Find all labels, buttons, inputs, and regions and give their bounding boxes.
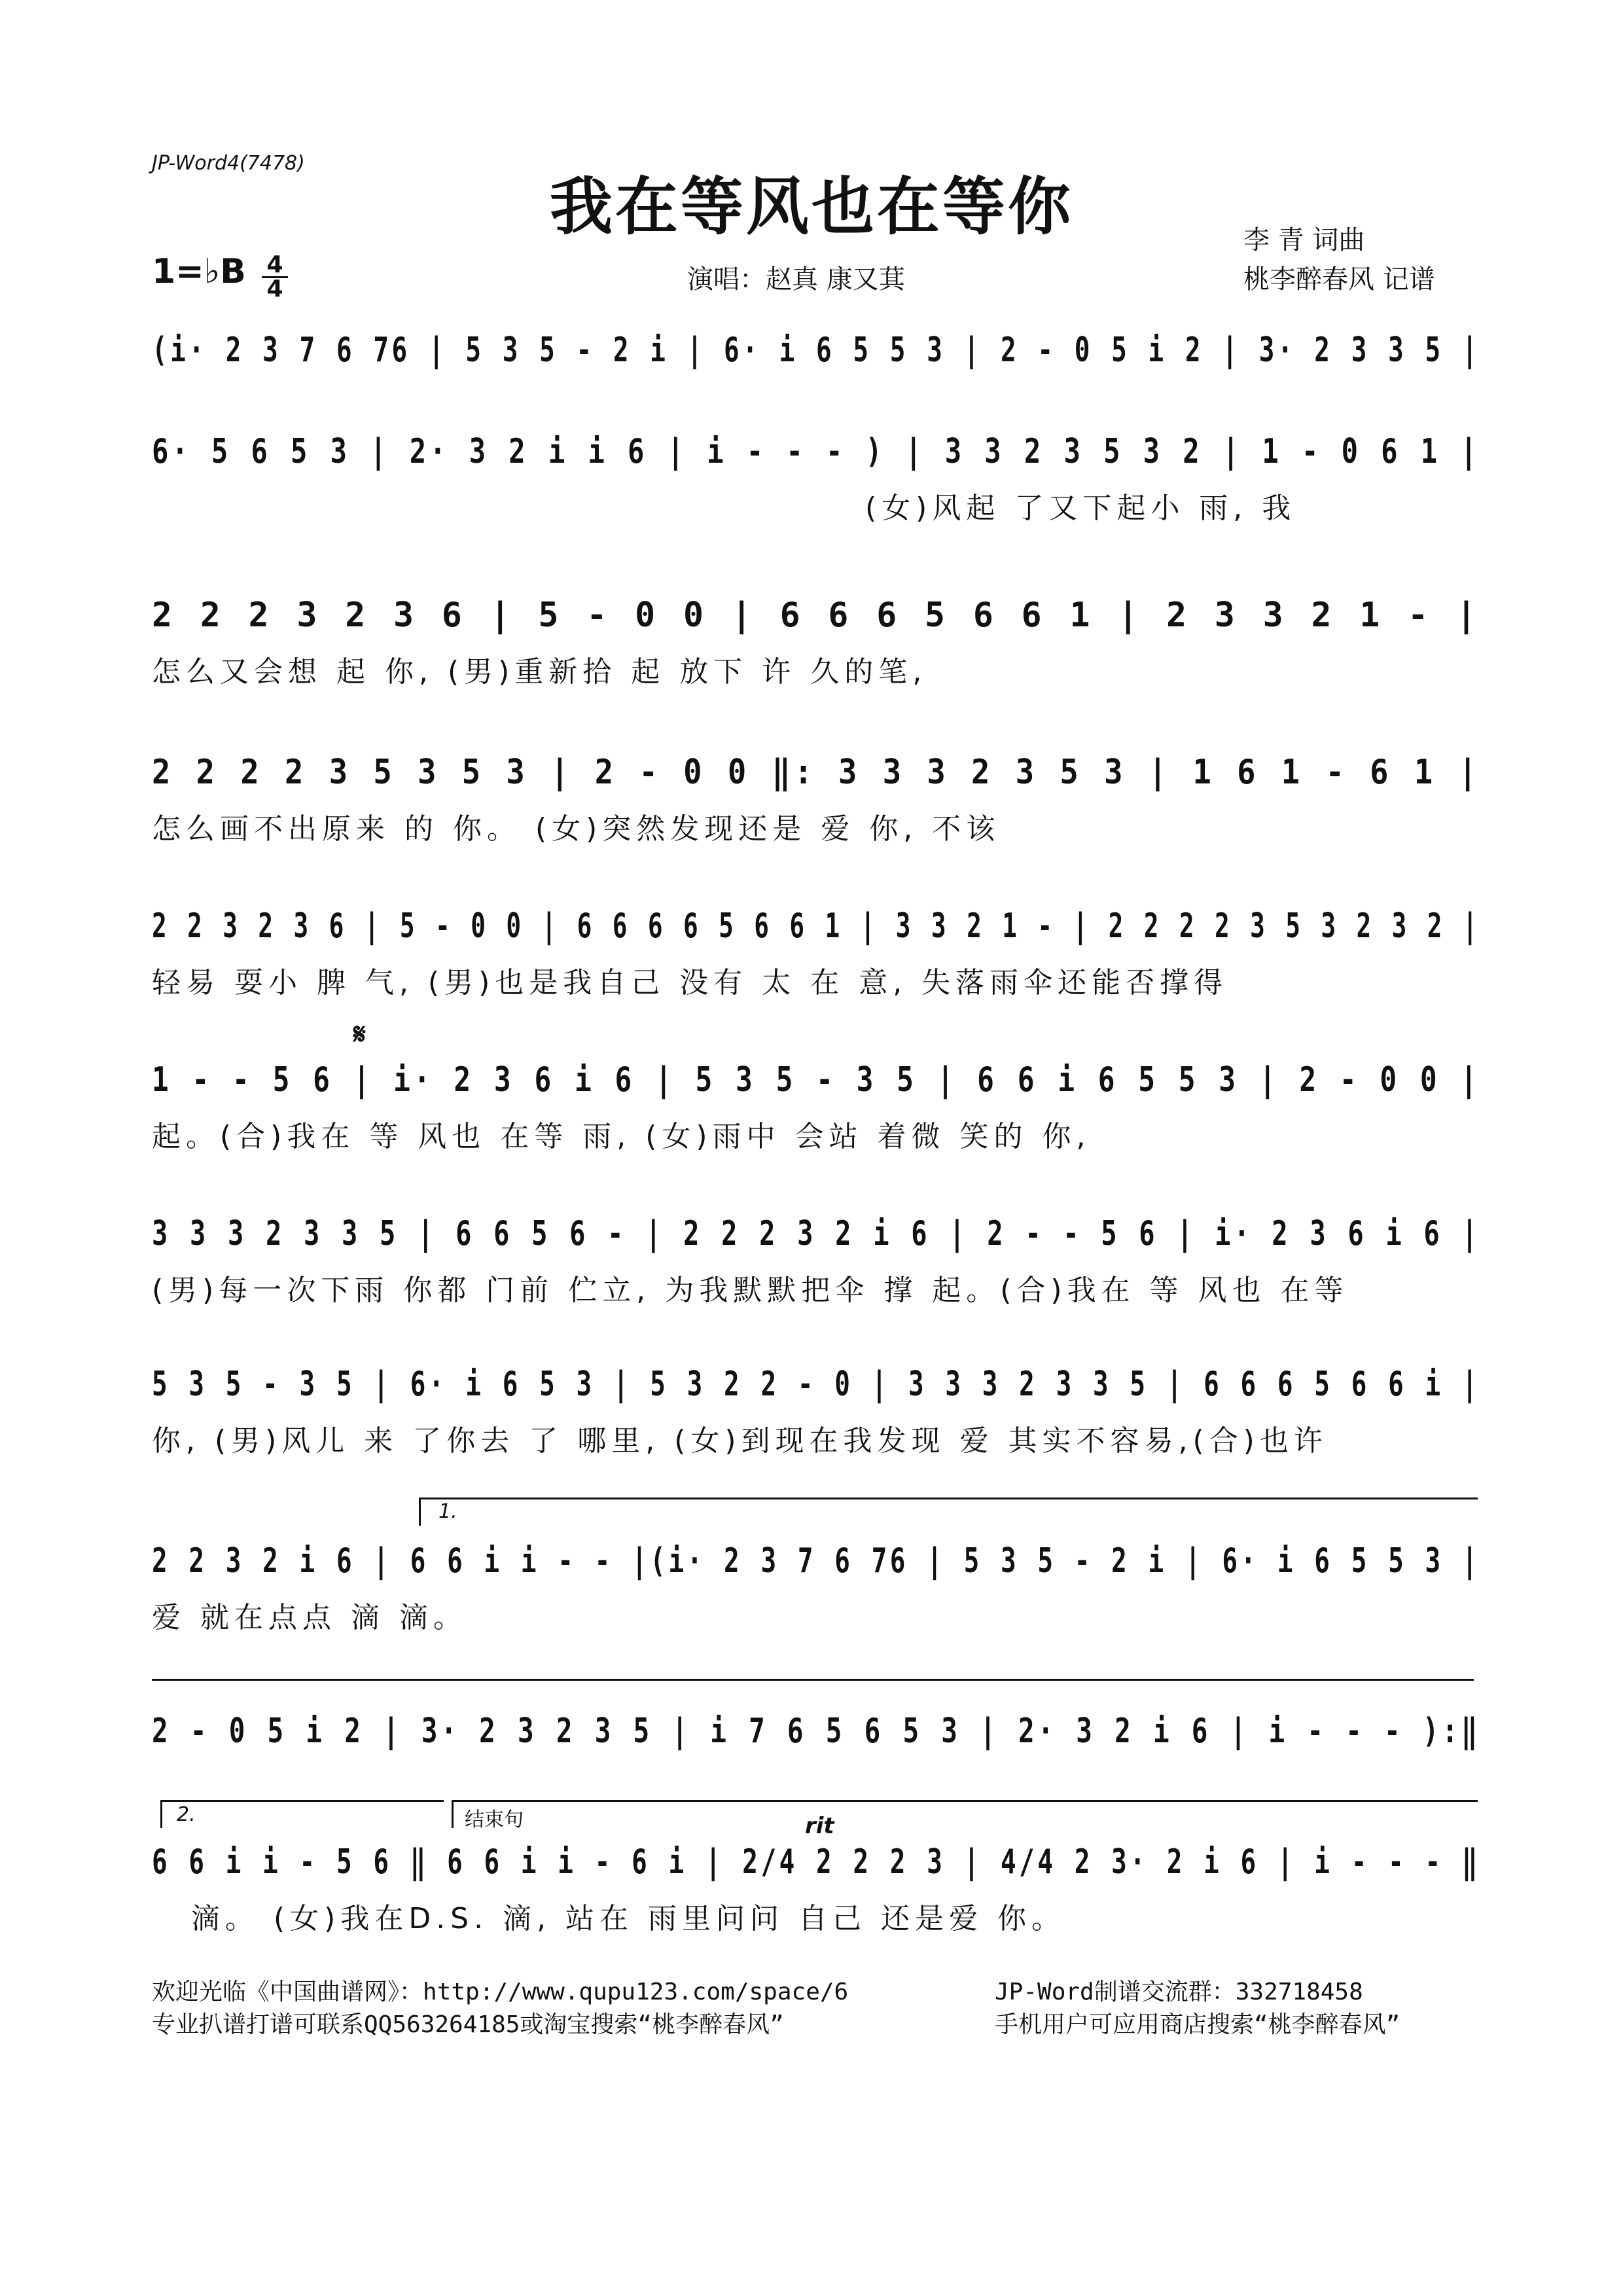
lyrics-line: 爱 就在点点 滴 滴。 (152, 1601, 467, 1634)
lyrics-line: 怎么画不出原来 的 你。 (女)突然发现还是 爱 你, 不该 (152, 812, 1001, 846)
footer-app-search: 手机用户可应用商店搜索“桃李醉春风” (995, 2011, 1400, 2038)
notes-line: (i· 2 3 7 6 76 | 5 3 5 - 2 i | 6· i 6 5 5 3 | 2 - 0 5 i 2 | 3· 2 3 3 5 | (152, 331, 1481, 370)
lyrics-line: 怎么又会想 起 你, (男)重新拾 起 放下 许 久的笔, (152, 655, 927, 689)
notes-line: 6 6 i i - 5 6 ‖ 6 6 i i - 6 i | 2/4 2 2 2 3 | 4/4 2 3· 2 i 6 | i - - - ‖ (152, 1842, 1481, 1882)
lyrics-line: 轻易 耍小 脾 气, (男)也是我自己 没有 太 在 意, 失落雨伞还能否撑得 (152, 966, 1228, 999)
lyrics-line: 起。(合)我在 等 风也 在等 雨, (女)雨中 会站 着微 笑的 你, (152, 1120, 1091, 1153)
footer-contact: 专业扒谱打谱可联系QQ563264185或淘宝搜索“桃李醉春风” (152, 2011, 784, 2038)
lyrics-line: 滴。 (女)我在D.S. 滴, 站在 雨里问问 自己 还是爱 你。 (191, 1902, 1066, 1935)
notes-line: 2 2 2 3 2 3 6 | 5 - 0 0 | 6 6 6 5 6 6 1 | 2 3 3 2 1 - | (152, 596, 1480, 635)
time-signature-top: 4 (262, 254, 288, 278)
volta-2-label: 2. (177, 1803, 196, 1826)
footer-group: JP-Word制谱交流群：332718458 (995, 1979, 1363, 2005)
ending-bracket (452, 1800, 1478, 1828)
time-signature (262, 251, 288, 302)
volta-1-label: 1. (438, 1500, 457, 1523)
performers: 演唱：赵真 康又萁 (687, 264, 905, 295)
time-signature-bottom: 4 (266, 276, 283, 302)
volta-1-bracket (419, 1498, 1478, 1526)
software-version: JP-Word4(7478) (152, 152, 305, 175)
lyrics-line: (男)每一次下雨 你都 门前 伫立, 为我默默把伞 撑 起。(合)我在 等 风也 在等 (152, 1274, 1349, 1307)
song-title: 我在等风也在等你 (550, 170, 1073, 243)
credit-lyrics-music: 李 青 词曲 (1243, 225, 1365, 255)
ending-label: 结束句 (465, 1808, 524, 1831)
key-signature: 1=♭B (152, 252, 246, 291)
segno-mark: 𝄋 (353, 1018, 366, 1051)
credit-transcriber: 桃李醉春风 记谱 (1243, 264, 1435, 295)
notes-line: 2 2 3 2 3 6 | 5 - 0 0 | 6 6 6 6 5 6 6 1 | 3 3 2 1 - | 2 2 2 2 3 5 3 2 3 2 | (152, 906, 1480, 946)
notes-line: 2 2 3 2 i 6 | 6 6 i i - - |(i· 2 3 7 6 76 | 5 3 5 - 2 i | 6· i 6 5 5 3 | (152, 1541, 1481, 1581)
notes-line: 1 - - 5 6 | i· 2 3 6 i 6 | 5 3 5 - 3 5 | 6 6 i 6 5 5 3 | 2 - 0 0 | (152, 1060, 1481, 1100)
notes-line: 5 3 5 - 3 5 | 6· i 6 5 3 | 5 3 2 2 - 0 | 3 3 3 2 3 3 5 | 6 6 6 5 6 6 i | (152, 1365, 1481, 1404)
rit-mark: rit (805, 1813, 834, 1839)
notes-line: 6· 5 6 5 3 | 2· 3 2 i i 6 | i - - - ) | 3 3 2 3 5 3 2 | 1 - 0 6 1 | (152, 432, 1480, 471)
footer-site-link[interactable]: 欢迎光临《中国曲谱网》：http://www.qupu123.com/space/6 (152, 1979, 849, 2005)
volta-2-bracket (160, 1800, 444, 1828)
notes-line: 3 3 3 2 3 3 5 | 6 6 5 6 - | 2 2 2 3 2 i 6 | 2 - - 5 6 | i· 2 3 6 i 6 | (152, 1214, 1481, 1253)
notes-line: 2 2 2 2 3 5 3 5 3 | 2 - 0 0 ‖: 3 3 3 2 3 5 3 | 1 6 1 - 6 1 | (152, 753, 1481, 792)
volta-1-continuation (152, 1679, 1474, 1681)
lyrics-line: (女)风起 了又下起小 雨, 我 (865, 492, 1296, 525)
notes-line: 2 - 0 5 i 2 | 3· 2 3 2 3 5 | i 7 6 5 6 5 3 | 2· 3 2 i 6 | i - - - ):‖ (152, 1712, 1481, 1751)
lyrics-line: 你, (男)风儿 来 了你去 了 哪里, (女)到现在我发现 爱 其实不容易,(合)也许 (152, 1424, 1328, 1458)
